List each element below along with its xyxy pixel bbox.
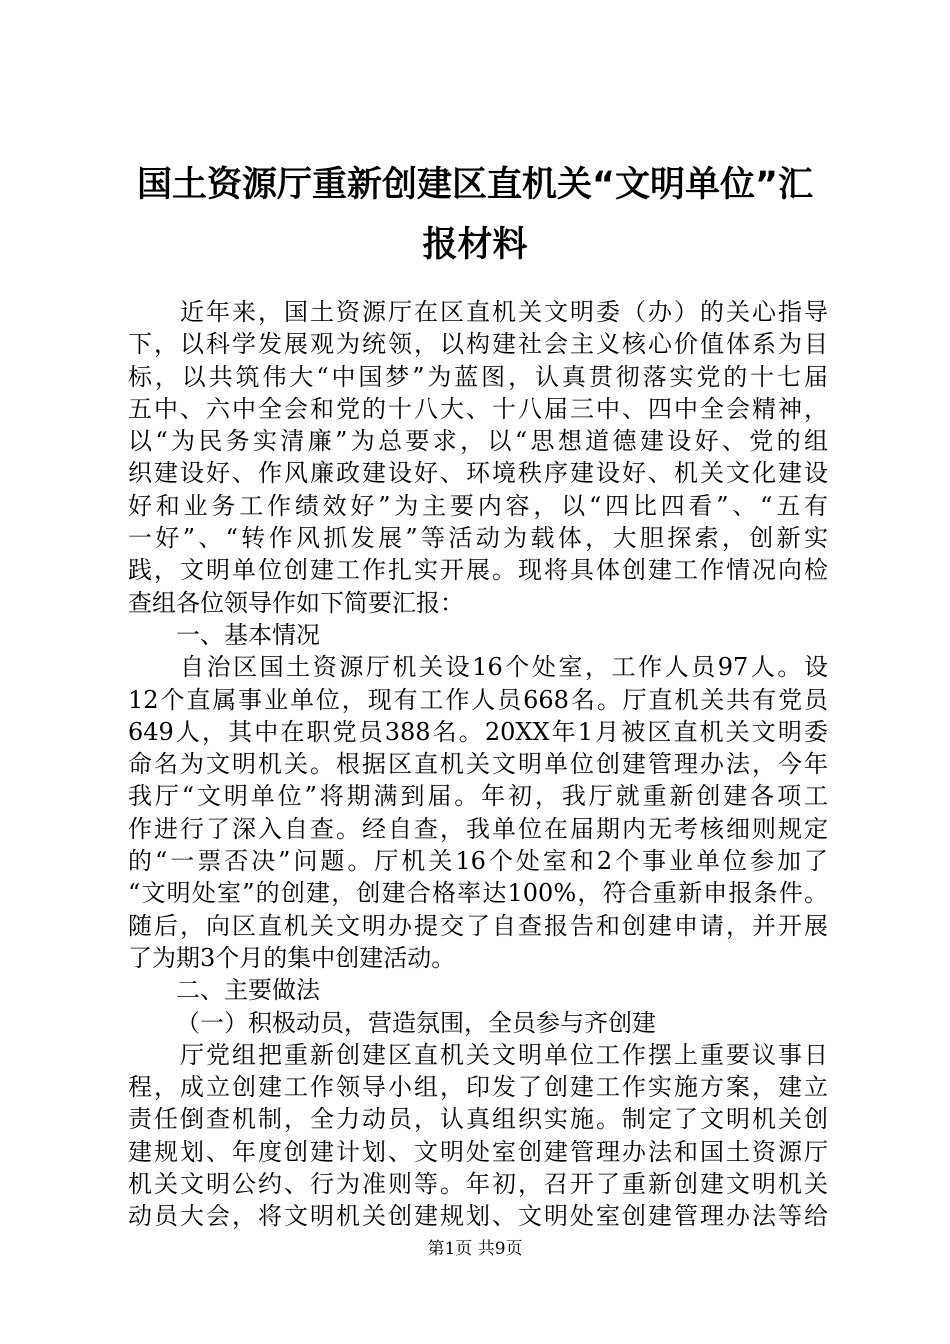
paragraph-line: 了为期3个月的集中创建活动。 — [128, 943, 456, 972]
paragraph-line: 作进行了深入自查。经自查，我单位在届期内无考核细则规定 — [128, 814, 828, 843]
document-title-line-1: 国土资源厅重新创建区直机关“文明单位”汇 — [136, 165, 813, 205]
paragraph-line: 12个直属事业单位，现有工作人员668名。厅直机关共有党员 — [128, 685, 828, 714]
paragraph-line: 程，成立创建工作领导小组，印发了创建工作实施方案，建立 — [128, 1073, 828, 1102]
paragraph-line: 五中、六中全会和党的十八大、十八届三中、四中全会精神， — [128, 394, 828, 423]
paragraph-line: 近年来，国土资源厅在区直机关文明委（办）的关心指导 — [180, 298, 828, 326]
paragraph-line: 践，文明单位创建工作扎实开展。现将具体创建工作情况向检 — [128, 556, 828, 585]
paragraph-line: 的“一票否决”问题。厅机关16个处室和2个事业单位参加了 — [128, 847, 828, 876]
paragraph-line: 以“为民务实清廉”为总要求，以“思想道德建设好、党的组 — [128, 427, 828, 456]
paragraph-line: 建规划、年度创建计划、文明处室创建管理办法和国土资源厅 — [128, 1137, 828, 1166]
paragraph-line: 一好”、“转作风抓发展”等活动为载体，大胆探索，创新实 — [128, 524, 828, 553]
paragraph-line: 厅党组把重新创建区直机关文明单位工作摆上重要议事日 — [180, 1040, 828, 1069]
document-title-line-2: 报材料 — [422, 225, 528, 265]
paragraph-line: 机关文明公约、行为准则等。年初，召开了重新创建文明机关 — [128, 1170, 828, 1199]
section-heading: 一、基本情况 — [176, 620, 320, 649]
paragraph-line: 动员大会，将文明机关创建规划、文明处室创建管理办法等给 — [128, 1202, 828, 1231]
section-heading: 二、主要做法 — [176, 976, 320, 1005]
paragraph-line: 好和业务工作绩效好”为主要内容，以“四比四看”、“五有 — [128, 491, 828, 520]
paragraph-line: 命名为文明机关。根据区直机关文明单位创建管理办法，今年 — [128, 750, 828, 779]
paragraph-line: 我厅“文明单位”将期满到届。年初，我厅就重新创建各项工 — [128, 782, 828, 811]
subsection-heading: （一）积极动员，营造氛围，全员参与齐创建 — [176, 1008, 656, 1037]
document-body — [128, 296, 828, 1233]
paragraph-line: 下，以科学发展观为统领，以构建社会主义核心价值体系为目 — [128, 330, 828, 359]
paragraph-line: “文明处室”的创建，创建合格率达100%，符合重新申报条件。 — [128, 879, 828, 908]
paragraph-line: 责任倒查机制，全力动员，认真组织实施。制定了文明机关创 — [128, 1105, 828, 1134]
paragraph-line: 自治区国土资源厅机关设16个处室，工作人员97人。设 — [180, 653, 828, 682]
paragraph-line: 织建设好、作风廉政建设好、环境秩序建设好、机关文化建设 — [128, 459, 828, 488]
page-footer: 第1页 共9页 — [427, 1239, 523, 1259]
paragraph-line: 随后，向区直机关文明办提交了自查报告和创建申请，并开展 — [128, 911, 828, 940]
paragraph-line: 标，以共筑伟大“中国梦”为蓝图，认真贯彻落实党的十七届 — [128, 362, 828, 391]
paragraph-line: 查组各位领导作如下简要汇报： — [128, 588, 464, 617]
paragraph-line: 649人，其中在职党员388名。20XX年1月被区直机关文明委 — [128, 717, 828, 746]
